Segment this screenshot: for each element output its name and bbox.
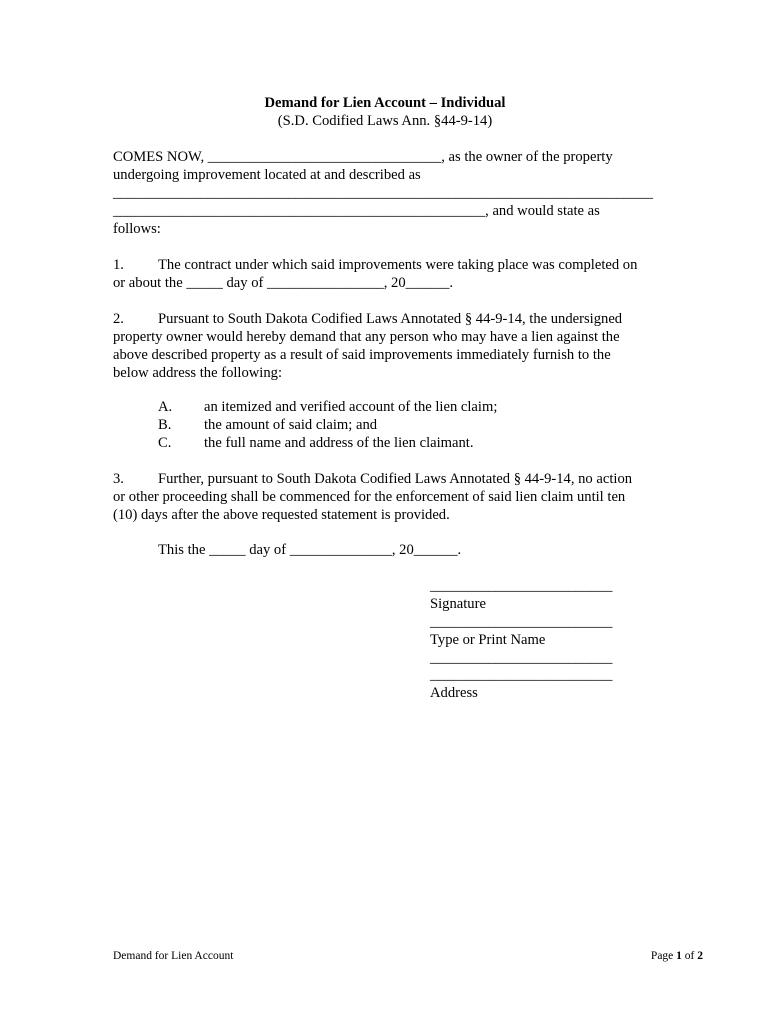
list-item-letter: B. xyxy=(158,417,172,433)
para-2-number: 2. xyxy=(113,311,124,327)
list-item-text: the full name and address of the lien claimant. xyxy=(204,435,474,451)
document-title: Demand for Lien Account – Individual xyxy=(264,95,506,111)
para-3-number: 3. xyxy=(113,471,124,487)
para-2-line-1: Pursuant to South Dakota Codified Laws Annotated § 44-9-14, the undersigned xyxy=(158,311,623,327)
para-2-line-3: above described property as a result of said improvements immediately furnish to the xyxy=(113,347,611,363)
para-2-line-4: below address the following: xyxy=(113,365,283,381)
footer-title: Demand for Lien Account xyxy=(113,950,234,962)
para-3-line-3: (10) days after the above requested statement is provided. xyxy=(113,507,450,523)
name-label: Type or Print Name xyxy=(430,632,546,648)
list-item-letter: A. xyxy=(158,399,173,415)
intro-line-2: undergoing improvement located at and described as xyxy=(113,167,421,183)
address-label: Address xyxy=(430,685,478,701)
page-indicator xyxy=(651,949,703,963)
address-line-2: _________________________ xyxy=(430,667,613,683)
para-3-line-2: or other proceeding shall be commenced for the enforcement of said lien claim until ten xyxy=(113,489,626,505)
para-1-line-2: or about the _____ day of ________________, 20______. xyxy=(113,275,454,291)
page-current: 1 xyxy=(676,950,682,962)
name-line: _________________________ xyxy=(430,614,613,630)
intro-line-1: COMES NOW, ________________________________, as the owner of the property xyxy=(113,149,613,165)
signature-label: Signature xyxy=(430,596,486,612)
list-item-text: the amount of said claim; and xyxy=(204,417,378,433)
page-total: 2 xyxy=(697,950,703,962)
dated-line: This the _____ day of ______________, 20______. xyxy=(158,542,462,558)
list-item-letter: C. xyxy=(158,435,172,451)
para-1-number: 1. xyxy=(113,257,124,273)
intro-line-4: ___________________________________________________, and would state as xyxy=(113,203,600,219)
intro-line-5: follows: xyxy=(113,221,161,237)
para-3-line-1: Further, pursuant to South Dakota Codified Laws Annotated § 44-9-14, no action xyxy=(158,471,633,487)
page-prefix: Page xyxy=(650,950,677,962)
document-subtitle: (S.D. Codified Laws Ann. §44-9-14) xyxy=(277,113,493,129)
para-2-line-2: property owner would hereby demand that any person who may have a lien against the xyxy=(113,329,620,345)
address-line-1: _________________________ xyxy=(430,650,613,666)
para-1-line-1: The contract under which said improvements were taking place was completed on xyxy=(158,257,638,273)
list-item-text: an itemized and verified account of the lien claim; xyxy=(204,399,498,415)
intro-line-3: __________________________________________________________________________ xyxy=(113,185,653,201)
page-of: of xyxy=(681,950,698,962)
signature-line: _________________________ xyxy=(430,578,613,594)
